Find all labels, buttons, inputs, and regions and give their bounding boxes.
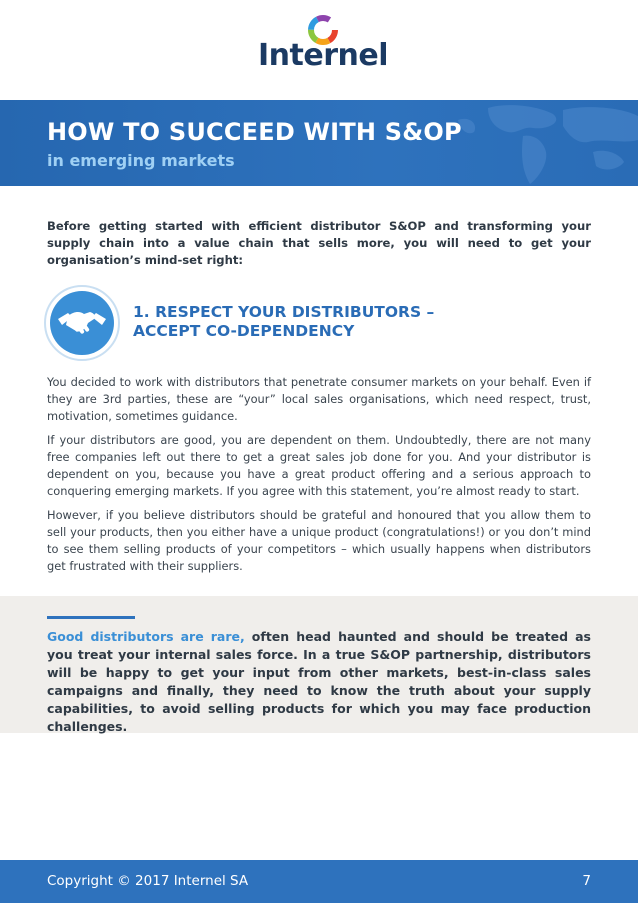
- handshake-icon: [44, 285, 120, 361]
- callout-highlight: Good distributors are rare,: [47, 629, 245, 644]
- section-heading-line-1: 1. RESPECT YOUR DISTRIBUTORS –: [133, 303, 435, 321]
- footer-copyright: Copyright © 2017 Internel SA: [47, 873, 249, 889]
- page-title: HOW TO SUCCEED WITH S&OP: [47, 118, 462, 146]
- callout-body: often head haunted and should be treated as you treat your internal sales force. In a true S&OP partnership, distributors will be happy to get your input from other markets, best-in-class sales campaigns and finally, they need to know the truth about your supply capabilities, to avoid selling products for which you may face production challenges.: [47, 629, 591, 734]
- body-paragraph: You decided to work with distributors that penetrate consumer markets on your behalf. Even if they are 3rd parties, these are “your” local sales organisations, which need respect, trust, motivation, sometimes guidance.: [47, 375, 591, 423]
- section-heading-line-2: ACCEPT CO-DEPENDENCY: [133, 322, 355, 340]
- callout-box: [0, 596, 638, 733]
- section-body: [47, 374, 591, 582]
- page-footer: [0, 860, 638, 903]
- body-paragraph: However, if you believe distributors should be grateful and honoured that you allow them to sell your products, then you either have a unique product (congratulations!) or you don’t mind to see them selling products of your competitors – which usually happens when distributors get frustrated with their suppliers.: [47, 508, 591, 573]
- brand-logo: [258, 10, 388, 80]
- title-banner: [0, 100, 638, 186]
- page-subtitle: in emerging markets: [47, 151, 235, 170]
- body-paragraph: If your distributors are good, you are dependent on them. Undoubtedly, there are not many free companies left out there to get a great sales job done for you. And your distributor is dependent on you, because you have a great product offering and a serious approach to conquering emerging markets. If you agree with this statement, you’re almost ready to start.: [47, 433, 591, 498]
- page-number: 7: [582, 873, 591, 889]
- logo-text: Internel: [258, 38, 388, 73]
- section-heading: [133, 303, 434, 341]
- intro-paragraph: Before getting started with efficient distributor S&OP and transforming your supply chain into a value chain that sells more, you will need to get your organisation’s mind-set right:: [47, 219, 591, 267]
- callout-divider: [47, 616, 135, 619]
- callout-text: [47, 628, 591, 736]
